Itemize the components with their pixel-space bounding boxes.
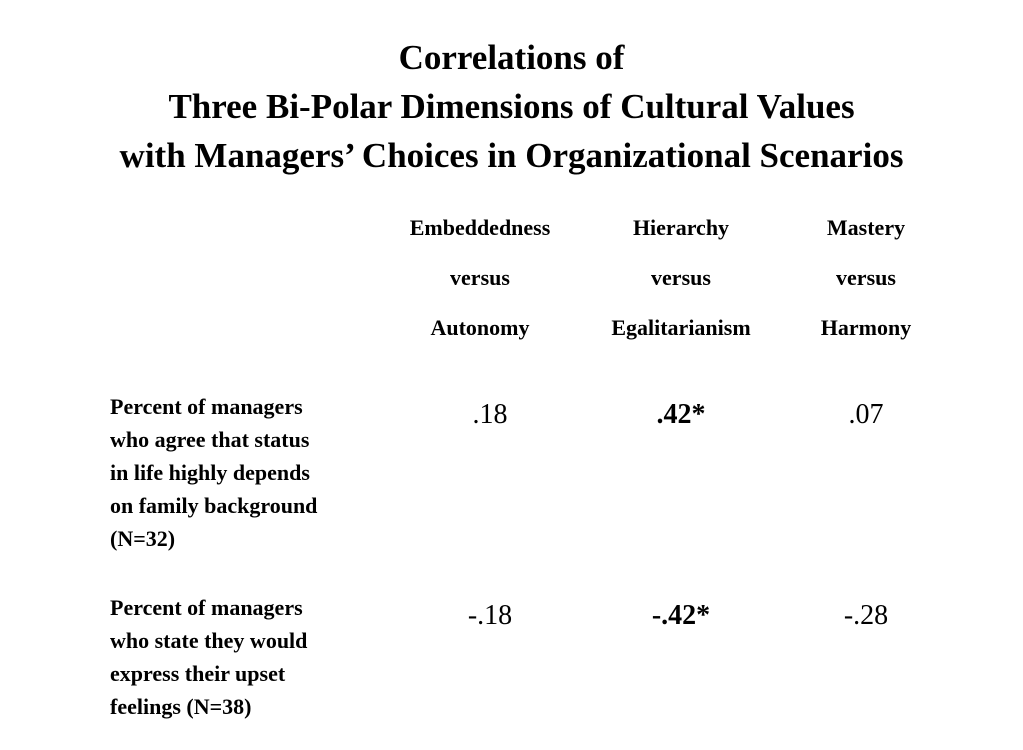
column-header-line: versus: [651, 265, 711, 290]
row-label-line: express their upset: [110, 661, 286, 686]
column-header-line: versus: [450, 265, 510, 290]
column-header-line: Hierarchy: [632, 215, 730, 240]
row-label-line: in life highly depends: [110, 460, 310, 485]
column-header-line: Autonomy: [430, 315, 530, 340]
title-line-1: Correlations of: [398, 38, 625, 77]
table-cell: -.28: [843, 600, 889, 631]
table-cell: -.18: [467, 600, 513, 631]
column-header-line: Harmony: [820, 315, 912, 340]
column-header-line: Egalitarianism: [611, 315, 751, 340]
row-label-line: who agree that status: [110, 427, 310, 452]
title-line-2: Three Bi-Polar Dimensions of Cultural Values: [168, 87, 855, 126]
column-header-line: versus: [836, 265, 896, 290]
row-label-line: (N=32): [110, 526, 176, 551]
column-header-line: Embeddedness: [409, 215, 551, 240]
column-header-embeddedness-autonomy: [380, 203, 580, 353]
row-label-line: feelings (N=38): [110, 694, 252, 719]
table-cell-significant: -.42*: [651, 600, 711, 631]
title-line-3: with Managers’ Choices in Organizational Scenarios: [119, 136, 904, 175]
column-header-mastery-harmony: [782, 203, 950, 353]
table-cell: .18: [472, 399, 508, 430]
table-cell: .07: [848, 399, 884, 430]
row-label-upset-feelings: [110, 591, 400, 723]
table-cell-significant: .42*: [656, 399, 706, 430]
column-header-hierarchy-egalitarianism: [580, 203, 782, 353]
row-label-line: Percent of managers: [110, 595, 303, 620]
row-label-line: Percent of managers: [110, 394, 303, 419]
row-label-line: who state they would: [110, 628, 308, 653]
page-title: [0, 33, 1023, 180]
row-label-family-background: [110, 390, 400, 555]
row-label-line: on family background: [110, 493, 318, 518]
column-header-line: Mastery: [826, 215, 906, 240]
